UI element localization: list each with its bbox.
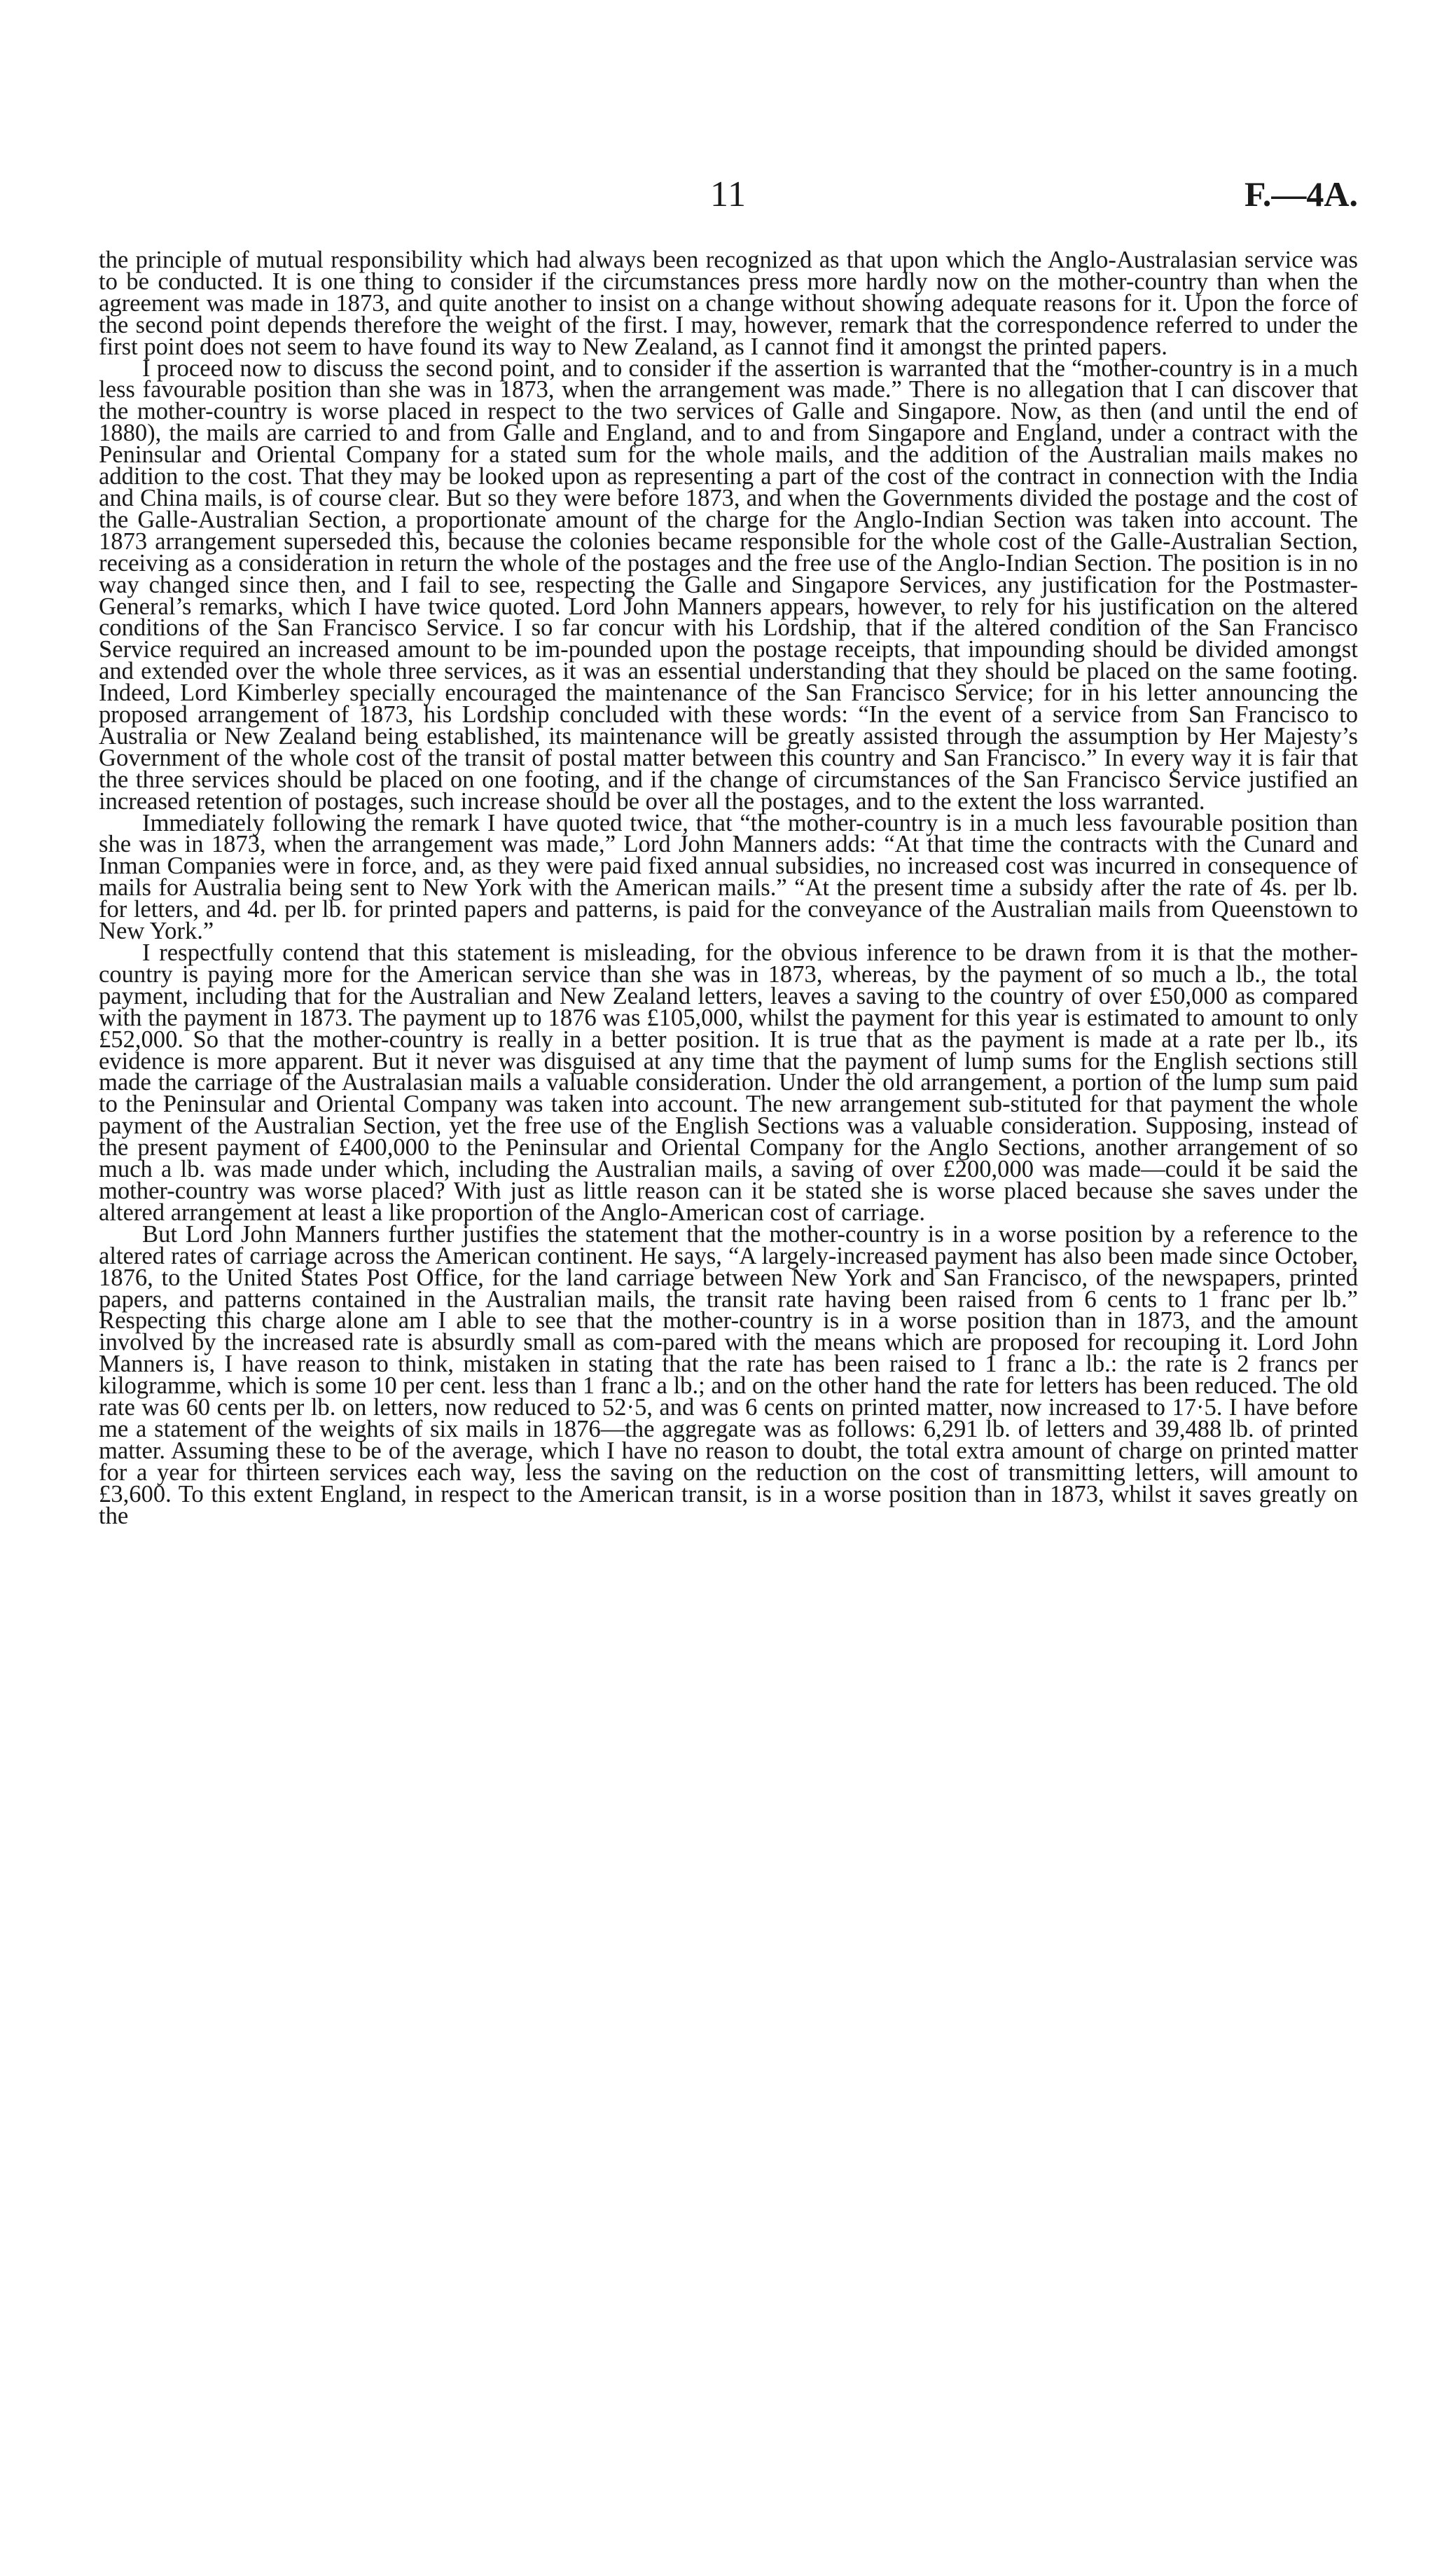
page-number: 11	[709, 174, 747, 214]
paragraph: I proceed now to discuss the second point, and to consider if the assertion is warranted that the “mother-country is in a much less favourable position than she was in 1873, when the arrangement was made.” There is no allegation that I can discover that the mother-country is worse placed in respect to the two services of Galle and Singapore. Now, as then (and until the end of 1880), the mails are carried to and from Galle and England, and to and from Singapore and England, under a contract with the Peninsular and Oriental Company for a stated sum for the whole mails, and the addition of the Australian mails makes no addition to the cost. That they may be looked upon as representing a part of the cost of the contract in connection with the India and China mails, is of course clear. But so they were before 1873, and when the Governments divided the postage and the cost of the Galle-Australian Section, a proportionate amount of the charge for the Anglo-Indian Section was taken into account. The 1873 arrangement superseded this, because the colonies became responsible for the whole cost of the Galle-Australian Section, receiving as a consideration in return the whole of the postages and the free use of the Anglo-Indian Section. The position is in no way changed since then, and I fail to see, respecting the Galle and Singapore Services, any justification for the Postmaster-General’s remarks, which I have twice quoted. Lord John Manners appears, however, to rely for his justification on the altered conditions of the San Francisco Service. I so far concur with his Lordship, that if the altered condition of the San Francisco Service required an increased amount to be im-pounded upon the postage receipts, that impounding should be divided amongst and extended over the whole three services, as it was an essential understanding that they should be placed on the same footing. Indeed, Lord Kimberley specially encouraged the maintenance of the San Francisco Service; for in his letter announcing the proposed arrangement of 1873, his Lordship concluded with these words: “In the event of a service from San Francisco to Australia or New Zealand being established, its maintenance will be greatly assisted through the assumption by Her Majesty’s Government of the whole cost of the transit of postal matter between this country and San Francisco.” In every way it is fair that the three services should be placed on one footing, and if the change of circumstances of the San Francisco Service justified an increased retention of postages, such increase should be over all the postages, and to the extent the loss warranted.	[99, 354, 1358, 815]
document-reference: F.—4A.	[1244, 174, 1358, 214]
paragraph: I respectfully contend that this statement is misleading, for the obvious inference to be drawn from it is that the mother-country is paying more for the American service than she was in 1873, whereas, by the payment of so much a lb., the total payment, including that for the Australian and New Zealand letters, leaves a saving to the country of over £50,000 as compared with the payment in 1873. The payment up to 1876 was £105,000, whilst the payment for this year is estimated to amount to only £52,000. So that the mother-country is really in a better position. It is true that as the payment is made at a rate per lb., its evidence is more apparent. But it never was disguised at any time that the payment of lump sums for the English sections still made the carriage of the Australasian mails a valuable consideration. Under the old arrangement, a portion of the lump sum paid to the Peninsular and Oriental Company was taken into account. The new arrangement sub-stituted for that payment the whole payment of the Australian Section, yet the free use of the English Sections was a valuable consideration. Supposing, instead of the present payment of £400,000 to the Peninsular and Oriental Company for the Anglo Sections, another arrangement of so much a lb. was made under which, including the Australian mails, a saving of over £200,000 was made—could it be said the mother-country was worse placed? With just as little reason can it be stated she is worse placed because she saves under the altered arrangement at least a like proportion of the Anglo-American cost of carriage.	[99, 939, 1358, 1226]
paragraph: Immediately following the remark I have quoted twice, that “the mother-country is in a much less favourable position than she was in 1873, when the arrangement was made,” Lord John Manners adds: “At that time the contracts with the Cunard and Inman Companies were in force, and, as they were paid fixed annual subsidies, no increased cost was incurred in consequence of mails for Australia being sent to New York with the American mails.” “At the present time a subsidy after the rate of 4s. per lb. for letters, and 4d. per lb. for printed papers and patterns, is paid for the conveyance of the Australian mails from Queenstown to New York.”	[99, 809, 1358, 945]
paragraph: the principle of mutual responsibility which had always been recognized as that upon which the Anglo-Australasian service was to be conducted. It is one thing to consider if the circumstances press more hardly now on the mother-country than when the agreement was made in 1873, and quite another to insist on a change without showing adequate reasons for it. Upon the force of the second point depends therefore the weight of the first. I may, however, remark that the correspondence referred to under the first point does not seem to have found its way to New Zealand, as I cannot find it amongst the printed papers.	[99, 247, 1358, 360]
paragraph: But Lord John Manners further justifies the statement that the mother-country is in a worse position by a reference to the altered rates of carriage across the American continent. He says, “A largely-increased payment has also been made since October, 1876, to the United States Post Office, for the land carriage between New York and San Francisco, of the newspapers, printed papers, and patterns contained in the Australian mails, the transit rate having been raised from 6 cents to 1 franc per lb.” Respecting this charge alone am I able to see that the mother-country is in a worse position than in 1873, and the amount involved by the increased rate is absurdly small as com-pared with the means which are proposed for recouping it. Lord John Manners is, I have reason to think, mistaken in stating that the rate has been raised to 1 franc a lb.: the rate is 2 francs per kilogramme, which is some 10 per cent. less than 1 franc a lb.; and on the other hand the rate for letters has been reduced. The old rate was 60 cents per lb. on letters, now reduced to 52·5, and was 6 cents on printed matter, now increased to 17·5. I have before me a statement of the weights of six mails in 1876—the aggregate was as follows: 6,291 lb. of letters and 39,488 lb. of printed matter. Assuming these to be of the average, which I have no reason to doubt, the total extra amount of charge on printed matter for a year for thirteen services each way, less the saving on the reduction on the cost of transmitting letters, will amount to £3,600. To this extent England, in respect to the American transit, is in a worse position than in 1873, whilst it saves greatly on the	[99, 1220, 1358, 1529]
body-text	[99, 247, 1358, 1529]
